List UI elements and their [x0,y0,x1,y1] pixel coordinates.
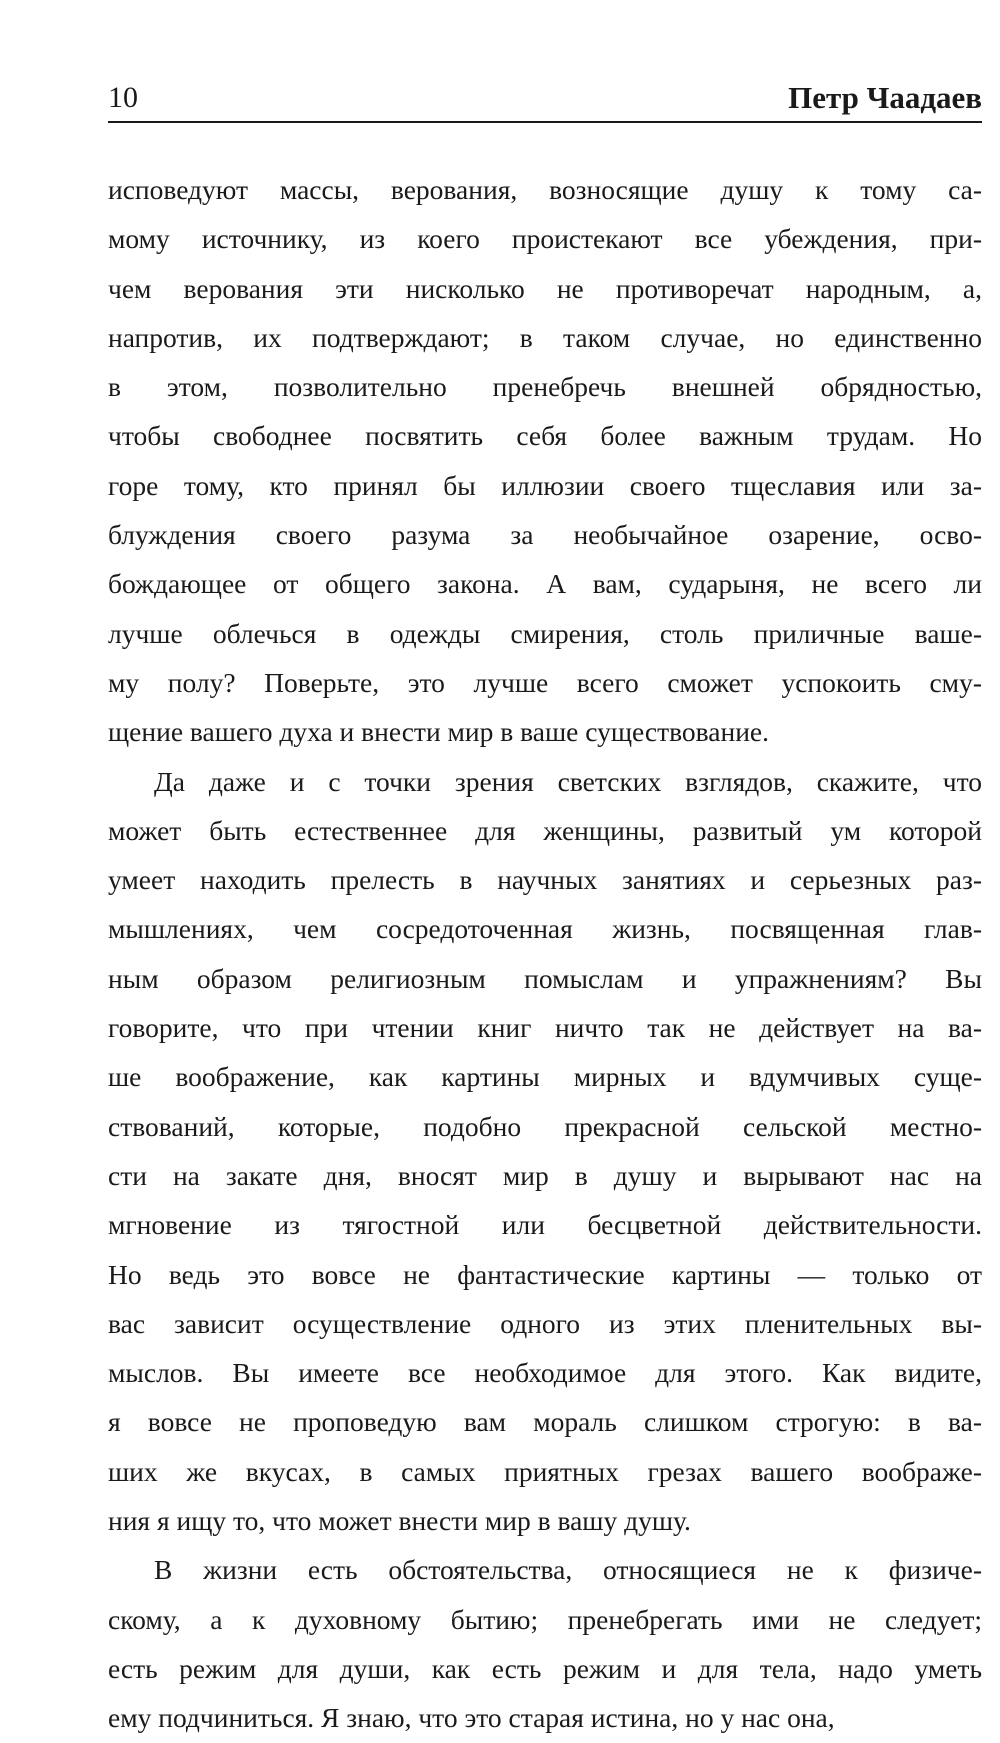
text-line: ствований, которые, подобно прекрасной сельской местно- [108,1110,982,1142]
text-line: лучше облечься в одежды смирения, столь приличные ваше- [108,617,982,649]
text-line: мышлениях, чем сосредоточенная жизнь, посвященная глав- [108,913,982,945]
text-line: му полу? Поверьте, это лучше всего сможет успокоить сму- [108,666,982,698]
text-line: блуждения своего разума за необычайное озарение, осво- [108,519,982,551]
text-line: умеет находить прелесть в научных занятиях и серьезных раз- [108,864,982,896]
text-line: есть режим для души, как есть режим и для тела, надо уметь [108,1652,982,1684]
text-line: вас зависит осуществление одного из этих пленительных вы- [108,1307,982,1339]
paragraph [108,757,982,1546]
running-head-author: Петр Чаадаев [788,80,982,115]
text-line: я вовсе не проповедую вам мораль слишком строгую: в ва- [108,1406,982,1438]
text-line: говорите, что при чтении книг ничто так не действует на ва- [108,1012,982,1044]
page-header [108,78,982,118]
text-line: ших же вкусах, в самых приятных грезах вашего воображе- [108,1455,982,1487]
text-line: мгновение из тягостной или бесцветной действительности. [108,1209,982,1241]
text-line: мыслов. Вы имеете все необходимое для этого. Как видите, [108,1357,982,1389]
text-line: напротив, их подтверждают; в таком случае, но единственно [108,321,982,353]
text-line: ным образом религиозным помыслам и упражнениям? Вы [108,962,982,994]
text-line: ше воображение, как картины мирных и вдумчивых суще- [108,1061,982,1093]
text-line: В жизни есть обстоятельства, относящиеся не к физиче- [154,1554,982,1586]
text-line: чем верования эти нисколько не противоречат народным, а, [108,272,982,304]
text-line: в этом, позволительно пренебречь внешней обрядностью, [108,371,982,403]
body-text [108,165,982,1743]
text-line: ния я ищу то, что может внести мир в вашу душу. [108,1505,691,1537]
text-line: скому, а к духовному бытию; пренебрегать ими не следует; [108,1603,982,1635]
paragraph [108,165,982,757]
text-line: исповедуют массы, верования, возносящие душу к тому са- [108,174,982,205]
text-line: бождающее от общего закона. А вам, сударыня, не всего ли [108,568,982,600]
text-line: щение вашего духа и внести мир в ваше существование. [108,716,769,748]
text-line: чтобы свободнее посвятить себя более важным трудам. Но [108,420,982,452]
text-line: Но ведь это вовсе не фантастические картины — только от [108,1258,982,1290]
header-rule [108,121,982,123]
text-line: может быть естественнее для женщины, развитый ум которой [108,814,982,846]
text-line: Да даже и с точки зрения светских взглядов, скажите, что [154,765,982,797]
text-line: сти на закате дня, вносят мир в душу и вырывают нас на [108,1159,982,1191]
text-line: ему подчиниться. Я знаю, что это старая истина, но у нас она, [108,1702,835,1734]
paragraph [108,1545,982,1742]
page-number: 10 [108,81,138,114]
text-line: мому источнику, из коего проистекают все убеждения, при- [108,223,982,255]
text-line: горе тому, кто принял бы иллюзии своего тщеславия или за- [108,469,982,501]
